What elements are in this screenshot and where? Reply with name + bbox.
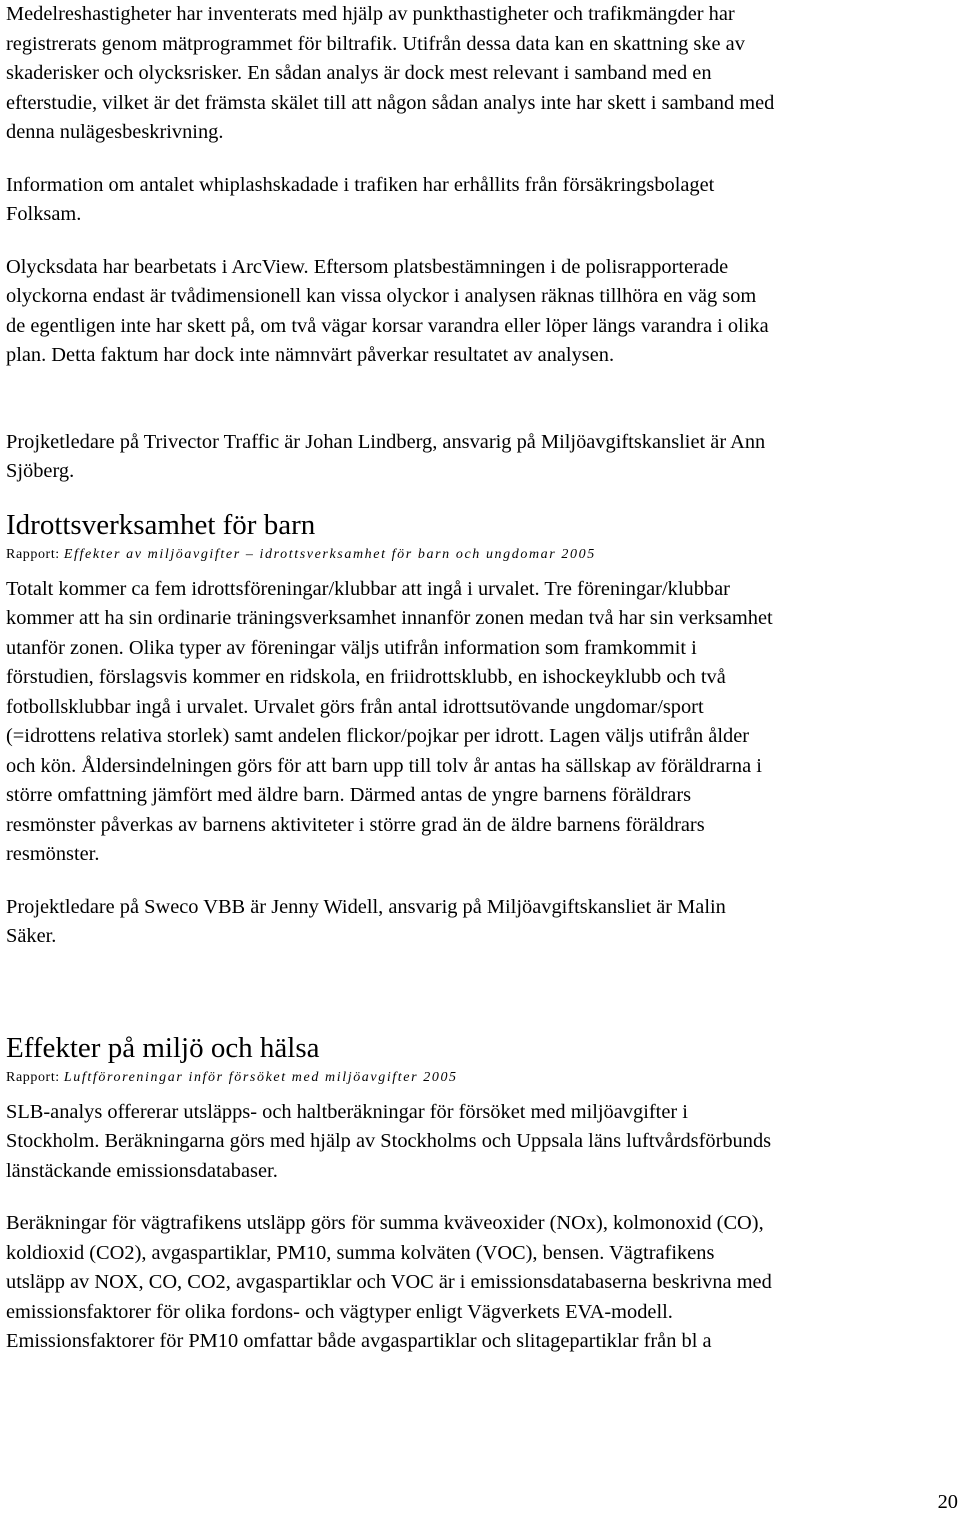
paragraph-slb-analysis: SLB-analys offererar utsläpps- och haltberäkningar för försöket med miljöavgifter i Stockholm. Beräkningarna görs med hjälp av Stockholms och Uppsala läns luftvårdsförbunds länstäckande emissionsdatabaser. (6, 1100, 772, 1182)
report-title: Effekter av miljöavgifter – idrottsverksamhet för barn och ungdomar 2005 (63, 546, 596, 562)
section-heading-sport: Idrottsverksamhet för barn (6, 508, 316, 541)
report-prefix: Rapport: (6, 1069, 64, 1085)
paragraph-project-lead-trivector: Projketledare på Trivector Traffic är Johan Lindberg, ansvarig på Miljöavgiftskansliet är Ann Sjöberg. (6, 430, 766, 482)
report-reference-environment (6, 1066, 958, 1090)
paragraph-project-lead-sweco: Projektledare på Sweco VBB är Jenny Widell, ansvarig på Miljöavgiftskansliet är Malin Säker. (6, 895, 726, 947)
document-page (6, 0, 958, 1357)
section-heading-environment: Effekter på miljö och hälsa (6, 1031, 320, 1064)
report-title: Luftföroreningar inför försöket med miljöavgifter 2005 (63, 1069, 458, 1085)
report-prefix: Rapport: (6, 546, 64, 562)
paragraph-emission-calculations: Beräkningar för vägtrafikens utsläpp görs för summa kväveoxider (NOx), kolmonoxid (CO), koldioxid (CO2), avgaspartiklar, PM10, summa kolväten (VOC), bensen. Vägtrafikens utsläpp av NOX, CO, CO2, avgaspartiklar och VOC är i emissionsdatabaserna beskrivna med emissionsfaktorer för olika fordons- och vägtyper enligt Vägverkets EVA-modell. Emissionsfaktorer för PM10 omfattar både avgaspartiklar och slitagepartiklar från bl a (6, 1212, 772, 1352)
report-reference-sport (6, 543, 958, 567)
paragraph-speed-data: Medelreshastigheter har inventerats med hjälp av punkthastigheter och trafikmängder har registrerats genom mätprogrammet för biltrafik. Utifrån dessa data kan en skattning ske av skaderisker och olycksrisker. En sådan analys är dock mest relevant i samband med en efterstudie, vilket är det främsta skälet till att någon sådan analys inte har skett i samband med denna nulägesbeskrivning. (6, 3, 775, 143)
paragraph-arcview: Olycksdata har bearbetats i ArcView. Eftersom platsbestämningen i de polisrapporterade olyckorna endast är tvådimensionell kan vissa olyckor i analysen räknas tillhöra en väg som de egentligen inte har skett på, om två vägar korsar varandra eller löper längs varandra i olika plan. Detta faktum har dock inte nämnvärt påverkar resultatet av analysen. (6, 255, 769, 366)
paragraph-sport-clubs: Totalt kommer ca fem idrottsföreningar/klubbar att ingå i urvalet. Tre föreningar/klubbar kommer att ha sin ordinarie träningsverksamhet innanför zonen medan två har sin verksamhet utanför zonen. Olika typer av föreningar väljs utifrån information som framkommit i förstudien, förslagsvis kommer en ridskola, en friidrottsklubb, en ishockeyklubb och två fotbollsklubbar ingå i urvalet. Urvalet görs från antal idrottsutövande ungdomar/sport (=idrottens relativa storlek) samt andelen flickor/pojkar per idrott. Lagen väljs utifrån ålder och kön. Åldersindelningen görs för att barn upp till tolv år antas ha sällskap av föräldrarna i större omfattning jämfört med äldre barn. Därmed antas de yngre barnens föräldrars resmönster påverkas av barnens aktiviteter i större grad än de äldre barnens föräldrars resmönster. (6, 577, 773, 865)
paragraph-whiplash: Information om antalet whiplashskadade i trafiken har erhållits från försäkringsbolaget Folksam. (6, 173, 715, 225)
page-number: 20 (937, 1491, 958, 1513)
